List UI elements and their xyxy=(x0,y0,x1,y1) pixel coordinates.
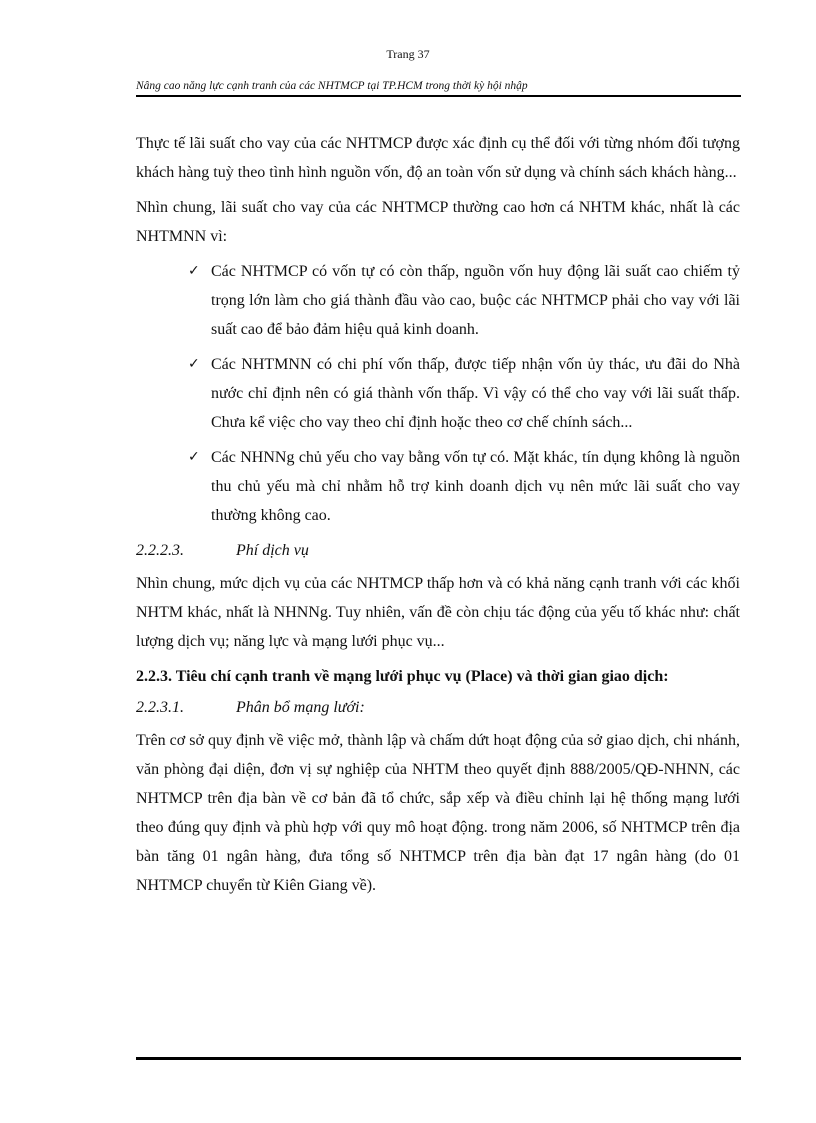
subsection-number: 2.2.3.1. xyxy=(136,699,184,716)
list-item xyxy=(136,350,740,437)
check-mark-icon: ✓ xyxy=(188,356,200,372)
section-heading: 2.2.3. Tiêu chí cạnh tranh về mạng lưới phục vụ (Place) và thời gian giao dịch: xyxy=(136,668,669,685)
subsection-heading-fees xyxy=(136,536,740,565)
list-item-text: Các NHNNg chủ yếu cho vay bằng vốn tự có. Mặt khác, tín dụng không là nguồn thu chủ yếu mà chỉ nhằm hỗ trợ kinh doanh dịch vụ nên mức lãi suất cho vay thường không cao. xyxy=(211,449,740,524)
page-number: Trang 37 xyxy=(386,47,430,61)
subsection-number: 2.2.2.3. xyxy=(136,542,184,559)
list-item-text: Các NHTMNN có chi phí vốn thấp, được tiếp nhận vốn ủy thác, ưu đãi do Nhà nước chỉ định nên có giá thành vốn thấp. Vì vậy có thể cho vay với lãi suất thấp. Chưa kể việc cho vay theo chỉ định hoặc theo cơ chế chính sách... xyxy=(211,356,740,431)
paragraph-network: Trên cơ sở quy định về việc mở, thành lập và chấm dứt hoạt động của sở giao dịch, chi nhánh, văn phòng đại diện, đơn vị sự nghiệp của NHTM theo quyết định 888/2005/QĐ-NHNN, các NHTMCP trên địa bàn về cơ bản đã tổ chức, sắp xếp và điều chỉnh lại hệ thống mạng lưới theo đúng quy định và phù hợp với quy mô hoạt động. trong năm 2006, số NHTMCP trên địa bàn tăng 01 ngân hàng, đưa tổng số NHTMCP trên địa bàn đạt 17 ngân hàng (do 01 NHTMCP chuyển từ Kiên Giang về). xyxy=(136,732,740,894)
subsection-heading-network xyxy=(136,693,740,722)
list-item xyxy=(136,257,740,344)
paragraph-interest-rates: Thực tế lãi suất cho vay của các NHTMCP được xác định cụ thể đối với từng nhóm đối tượng khách hàng tuỳ theo tình hình nguồn vốn, độ an toàn vốn sử dụng và chính sách khách hàng... xyxy=(136,135,740,181)
footer-divider xyxy=(136,1057,741,1060)
list-item-text: Các NHTMCP có vốn tự có còn thấp, nguồn vốn huy động lãi suất cao chiếm tỷ trọng lớn làm cho giá thành đầu vào cao, buộc các NHTMCP phải cho vay với lãi suất cao để bảo đảm hiệu quả kinh doanh. xyxy=(211,263,740,338)
list-item xyxy=(136,443,740,530)
document-body xyxy=(136,129,740,906)
paragraph-service-fees: Nhìn chung, mức dịch vụ của các NHTMCP thấp hơn và có khả năng cạnh tranh với các khối NHTM khác, nhất là NHNNg. Tuy nhiên, vấn đề còn chịu tác động của yếu tố khác như: chất lượng dịch vụ; năng lực và mạng lưới phục vụ... xyxy=(136,575,740,650)
check-mark-icon: ✓ xyxy=(188,449,200,465)
header-divider xyxy=(136,95,741,97)
subsection-title: Phí dịch vụ xyxy=(236,542,309,559)
paragraph-comparison: Nhìn chung, lãi suất cho vay của các NHTMCP thường cao hơn cá NHTM khác, nhất là các NHTMNN vì: xyxy=(136,199,740,245)
check-mark-icon: ✓ xyxy=(188,263,200,279)
subsection-title: Phân bổ mạng lưới: xyxy=(236,699,365,716)
reason-list xyxy=(136,257,740,530)
running-header: Nâng cao năng lực cạnh tranh của các NHTMCP tại TP.HCM trong thời kỳ hội nhập xyxy=(136,80,528,92)
